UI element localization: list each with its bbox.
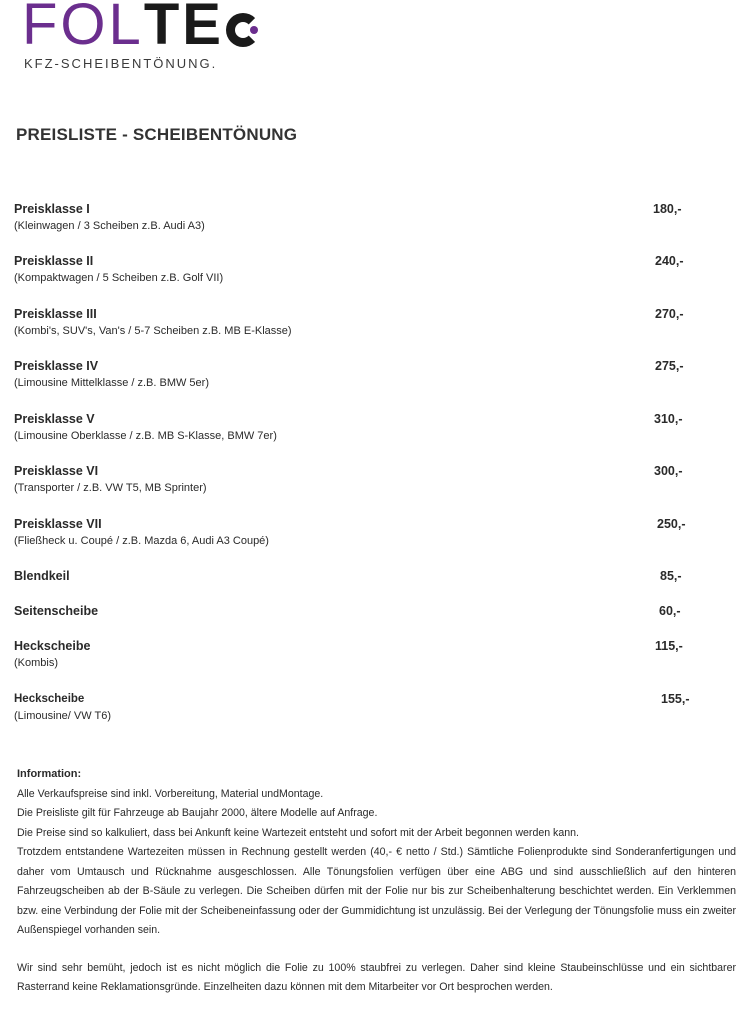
price-item-price: 155,- bbox=[661, 692, 690, 706]
price-row-preisklasse-2 bbox=[14, 253, 714, 306]
foltec-logo bbox=[22, 2, 282, 72]
price-row-preisklasse-4 bbox=[14, 358, 714, 411]
price-item-price: 270,- bbox=[655, 307, 684, 321]
price-row-seitenscheibe bbox=[14, 603, 714, 638]
price-item-name: Preisklasse II bbox=[14, 254, 94, 268]
logo-fol-text: FOL bbox=[22, 0, 144, 57]
price-item-price: 85,- bbox=[660, 569, 682, 583]
price-item-name: Preisklasse III bbox=[14, 307, 97, 321]
price-item-price: 310,- bbox=[654, 412, 683, 426]
price-item-name: Blendkeil bbox=[14, 569, 70, 583]
price-row-preisklasse-3 bbox=[14, 306, 714, 358]
paragraph-spacer bbox=[17, 941, 736, 959]
price-item-name: Preisklasse VI bbox=[14, 464, 99, 478]
price-item-name: Preisklasse IV bbox=[14, 359, 99, 373]
price-item-name: Heckscheibe bbox=[14, 693, 85, 705]
price-row-preisklasse-1 bbox=[14, 201, 714, 253]
information-line: Alle Verkaufspreise sind inkl. Vorbereitung, Material undMontage. bbox=[17, 787, 324, 800]
price-item-price: 180,- bbox=[653, 202, 682, 216]
logo-c-mark-icon bbox=[226, 13, 260, 47]
price-item-name: Seitenscheibe bbox=[14, 604, 99, 618]
information-paragraph: Wir sind sehr bemüht, jedoch ist es nicht möglich die Folie zu 100% staubfrei zu verlegen. Daher sind kleine Staubeinschlüsse und ein sichtbarer Rasterrand keine Reklamationsgründe. Einzelheiten dazu können mit dem Mitarbeiter vor Ort besprochen werden. bbox=[17, 961, 736, 993]
price-row-preisklasse-6 bbox=[14, 463, 714, 516]
price-item-description: (Kombis) bbox=[14, 657, 59, 669]
price-row-preisklasse-7 bbox=[14, 516, 714, 568]
logo-tec-text: TE bbox=[143, 0, 224, 57]
price-item-name: Preisklasse I bbox=[14, 202, 90, 216]
price-row-heckscheibe-limousine bbox=[14, 691, 714, 731]
price-list bbox=[14, 201, 714, 731]
information-paragraph: Trotzdem entstandene Wartezeiten müssen in Rechnung gestellt werden (40,- € netto / Std.) Sämtliche Folienprodukte sind Sonderanfertigungen und daher vom Umtausch und Rücknahme ausgeschlossen. Alle Tönungsfolien verfügen über eine ABG und sind ausschließlich auf den hinteren Fahrzeugscheiben ab der B-Säule zu verlegen. Die Scheiben dürfen mit der Folie nur bis zur Scheibenhalterung beschichtet werden. Ein Verklemmen bzw. eine Verbindung der Folie mit der Scheibeneinfassung oder der Gummidichtung ist unzulässig. Bei der Verlegung der Tönungsfolie muss ein zweiter Außenspiegel vorhanden sein. bbox=[17, 846, 736, 936]
price-item-description: (Limousine/ VW T6) bbox=[14, 710, 111, 722]
price-item-description: (Kompaktwagen / 5 Scheiben z.B. Golf VII) bbox=[14, 272, 224, 284]
price-item-name: Preisklasse VII bbox=[14, 517, 102, 531]
price-item-description: (Kleinwagen / 3 Scheiben z.B. Audi A3) bbox=[14, 220, 205, 232]
price-row-blendkeil bbox=[14, 568, 714, 603]
price-item-description: (Kombi's, SUV's, Van's / 5-7 Scheiben z.B. MB E-Klasse) bbox=[14, 325, 292, 337]
logo-subtitle: KFZ-SCHEIBENTÖNUNG. bbox=[24, 56, 218, 71]
information-section bbox=[17, 765, 736, 998]
information-line: Die Preise sind so kalkuliert, dass bei Ankunft keine Wartezeit entsteht und sofort mit der Arbeit begonnen werden kann. bbox=[17, 826, 579, 839]
price-item-price: 250,- bbox=[657, 517, 686, 531]
price-row-heckscheibe-kombis bbox=[14, 638, 714, 691]
page-title: PREISLISTE - SCHEIBENTÖNUNG bbox=[16, 125, 298, 144]
price-item-price: 115,- bbox=[655, 639, 683, 653]
information-heading: Information: bbox=[17, 768, 82, 780]
price-item-description: (Transporter / z.B. VW T5, MB Sprinter) bbox=[14, 482, 207, 494]
price-item-price: 300,- bbox=[654, 464, 683, 478]
price-item-description: (Fließheck u. Coupé / z.B. Mazda 6, Audi A3 Coupé) bbox=[14, 535, 269, 547]
logo-wordmark bbox=[22, 0, 260, 57]
information-line: Die Preisliste gilt für Fahrzeuge ab Baujahr 2000, ältere Modelle auf Anfrage. bbox=[17, 807, 378, 819]
price-item-description: (Limousine Oberklasse / z.B. MB S-Klasse, BMW 7er) bbox=[14, 430, 277, 442]
price-item-price: 240,- bbox=[655, 254, 684, 268]
price-row-preisklasse-5 bbox=[14, 411, 714, 463]
price-item-price: 275,- bbox=[655, 359, 684, 373]
price-item-name: Preisklasse V bbox=[14, 412, 95, 426]
price-item-price: 60,- bbox=[659, 604, 681, 618]
price-item-name: Heckscheibe bbox=[14, 639, 91, 653]
price-item-description: (Limousine Mittelklasse / z.B. BMW 5er) bbox=[14, 377, 209, 389]
